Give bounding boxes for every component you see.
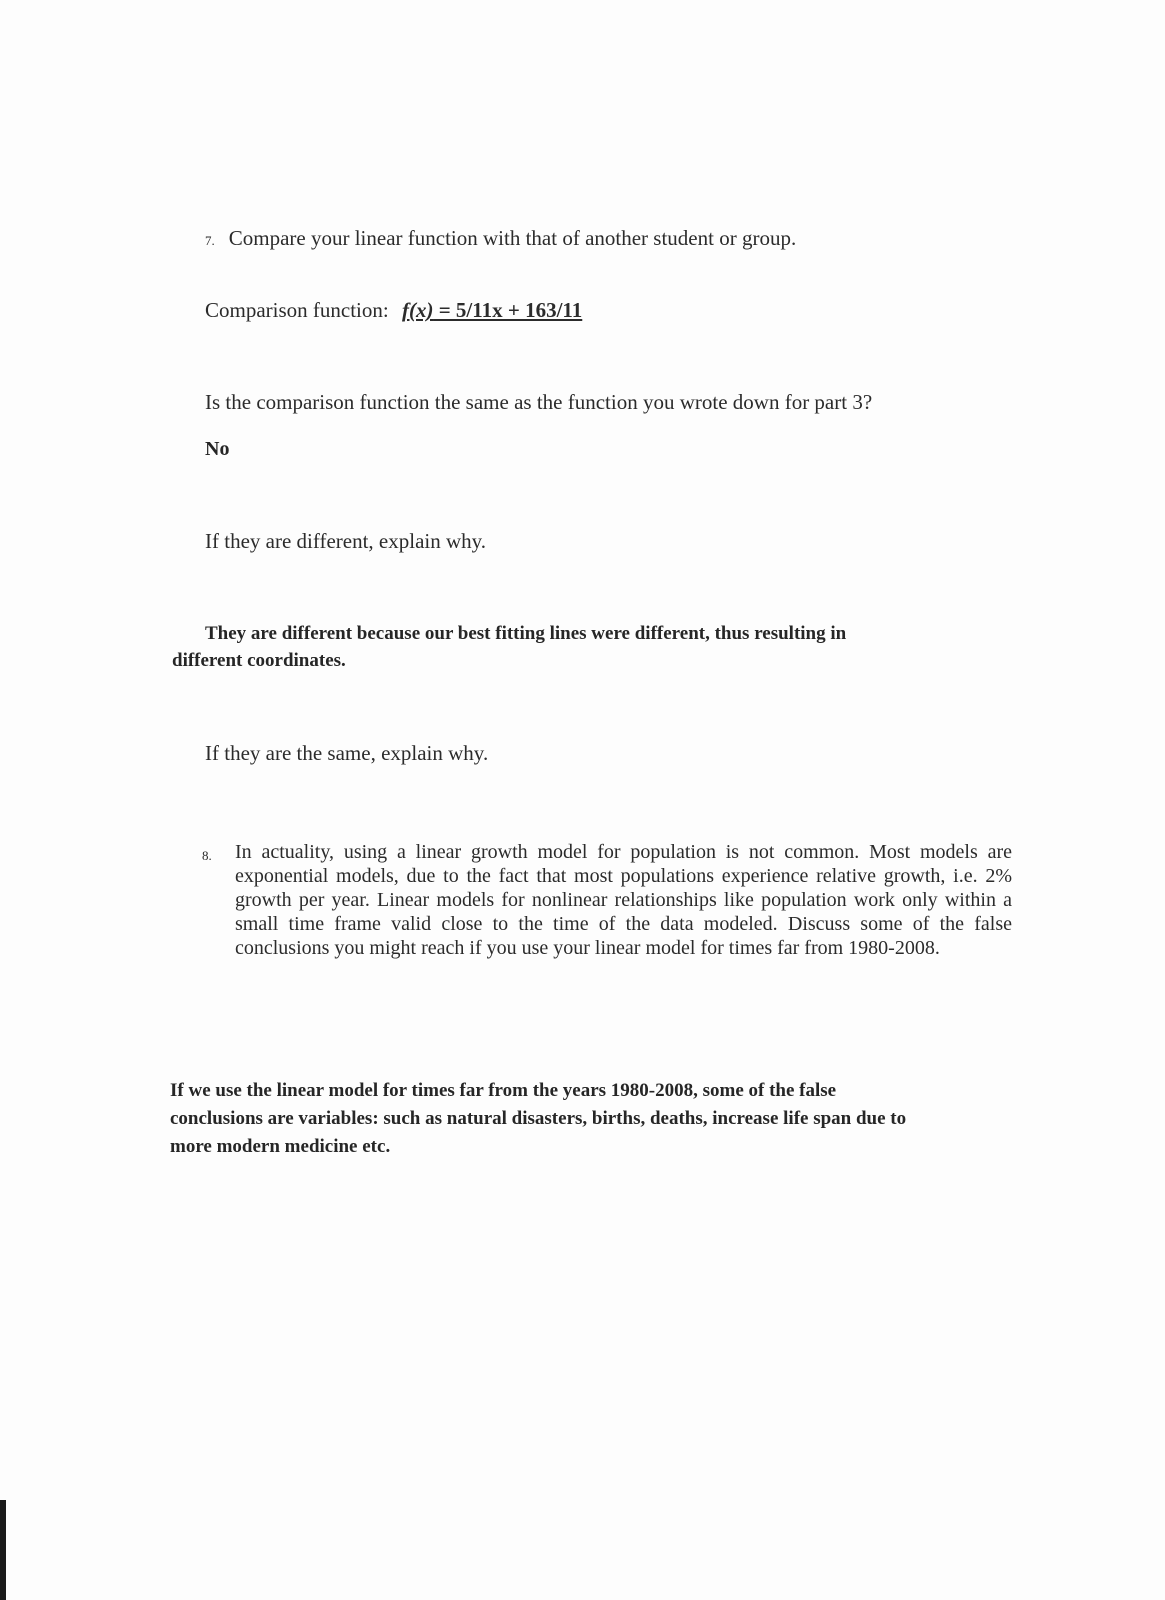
comparison-function-fx: f(x) [401, 298, 434, 322]
q8-answer-line-1: If we use the linear model for times far from the years 1980-2008, some of the false [170, 1080, 837, 1101]
scan-edge-mark [0, 1500, 6, 1600]
q8-answer-line-2: conclusions are variables: such as natural disasters, births, deaths, increase life span due to [170, 1108, 907, 1129]
question-7-prompt: Compare your linear function with that of another student or group. [228, 226, 797, 250]
different-answer-line-2: different coordinates. [172, 650, 346, 671]
comparison-function-expression: = 5/11x + 163/11 [433, 298, 583, 322]
different-answer-line-1: They are different because our best fitting lines were different, thus resulting in [205, 623, 847, 644]
question-7-number: 7. [205, 233, 215, 248]
comparison-function-line [205, 298, 582, 322]
question-8 [202, 840, 1012, 960]
same-function-question: Is the comparison function the same as the function you wrote down for part 3? [205, 390, 873, 414]
comparison-function-label: Comparison function: [205, 298, 389, 322]
question-8-prompt: In actuality, using a linear growth model for population is not common. Most models are exponential models, due to the fact that most populations experience relative growth, i.e. 2% growth per year. Linear models for nonlinear relationships like population work only within a small time frame valid close to the time of the data modeled. Discuss some of the false conclusions you might reach if you use your linear model for times far from 1980-2008. [235, 841, 1012, 959]
question-8-number: 8. [202, 848, 212, 863]
if-different-prompt: If they are different, explain why. [205, 529, 487, 553]
comparison-function-value [402, 298, 582, 322]
q8-answer-line-3: more modern medicine etc. [170, 1136, 391, 1157]
if-same-prompt: If they are the same, explain why. [205, 741, 489, 765]
question-7 [205, 226, 796, 253]
same-function-answer: No [205, 438, 230, 460]
